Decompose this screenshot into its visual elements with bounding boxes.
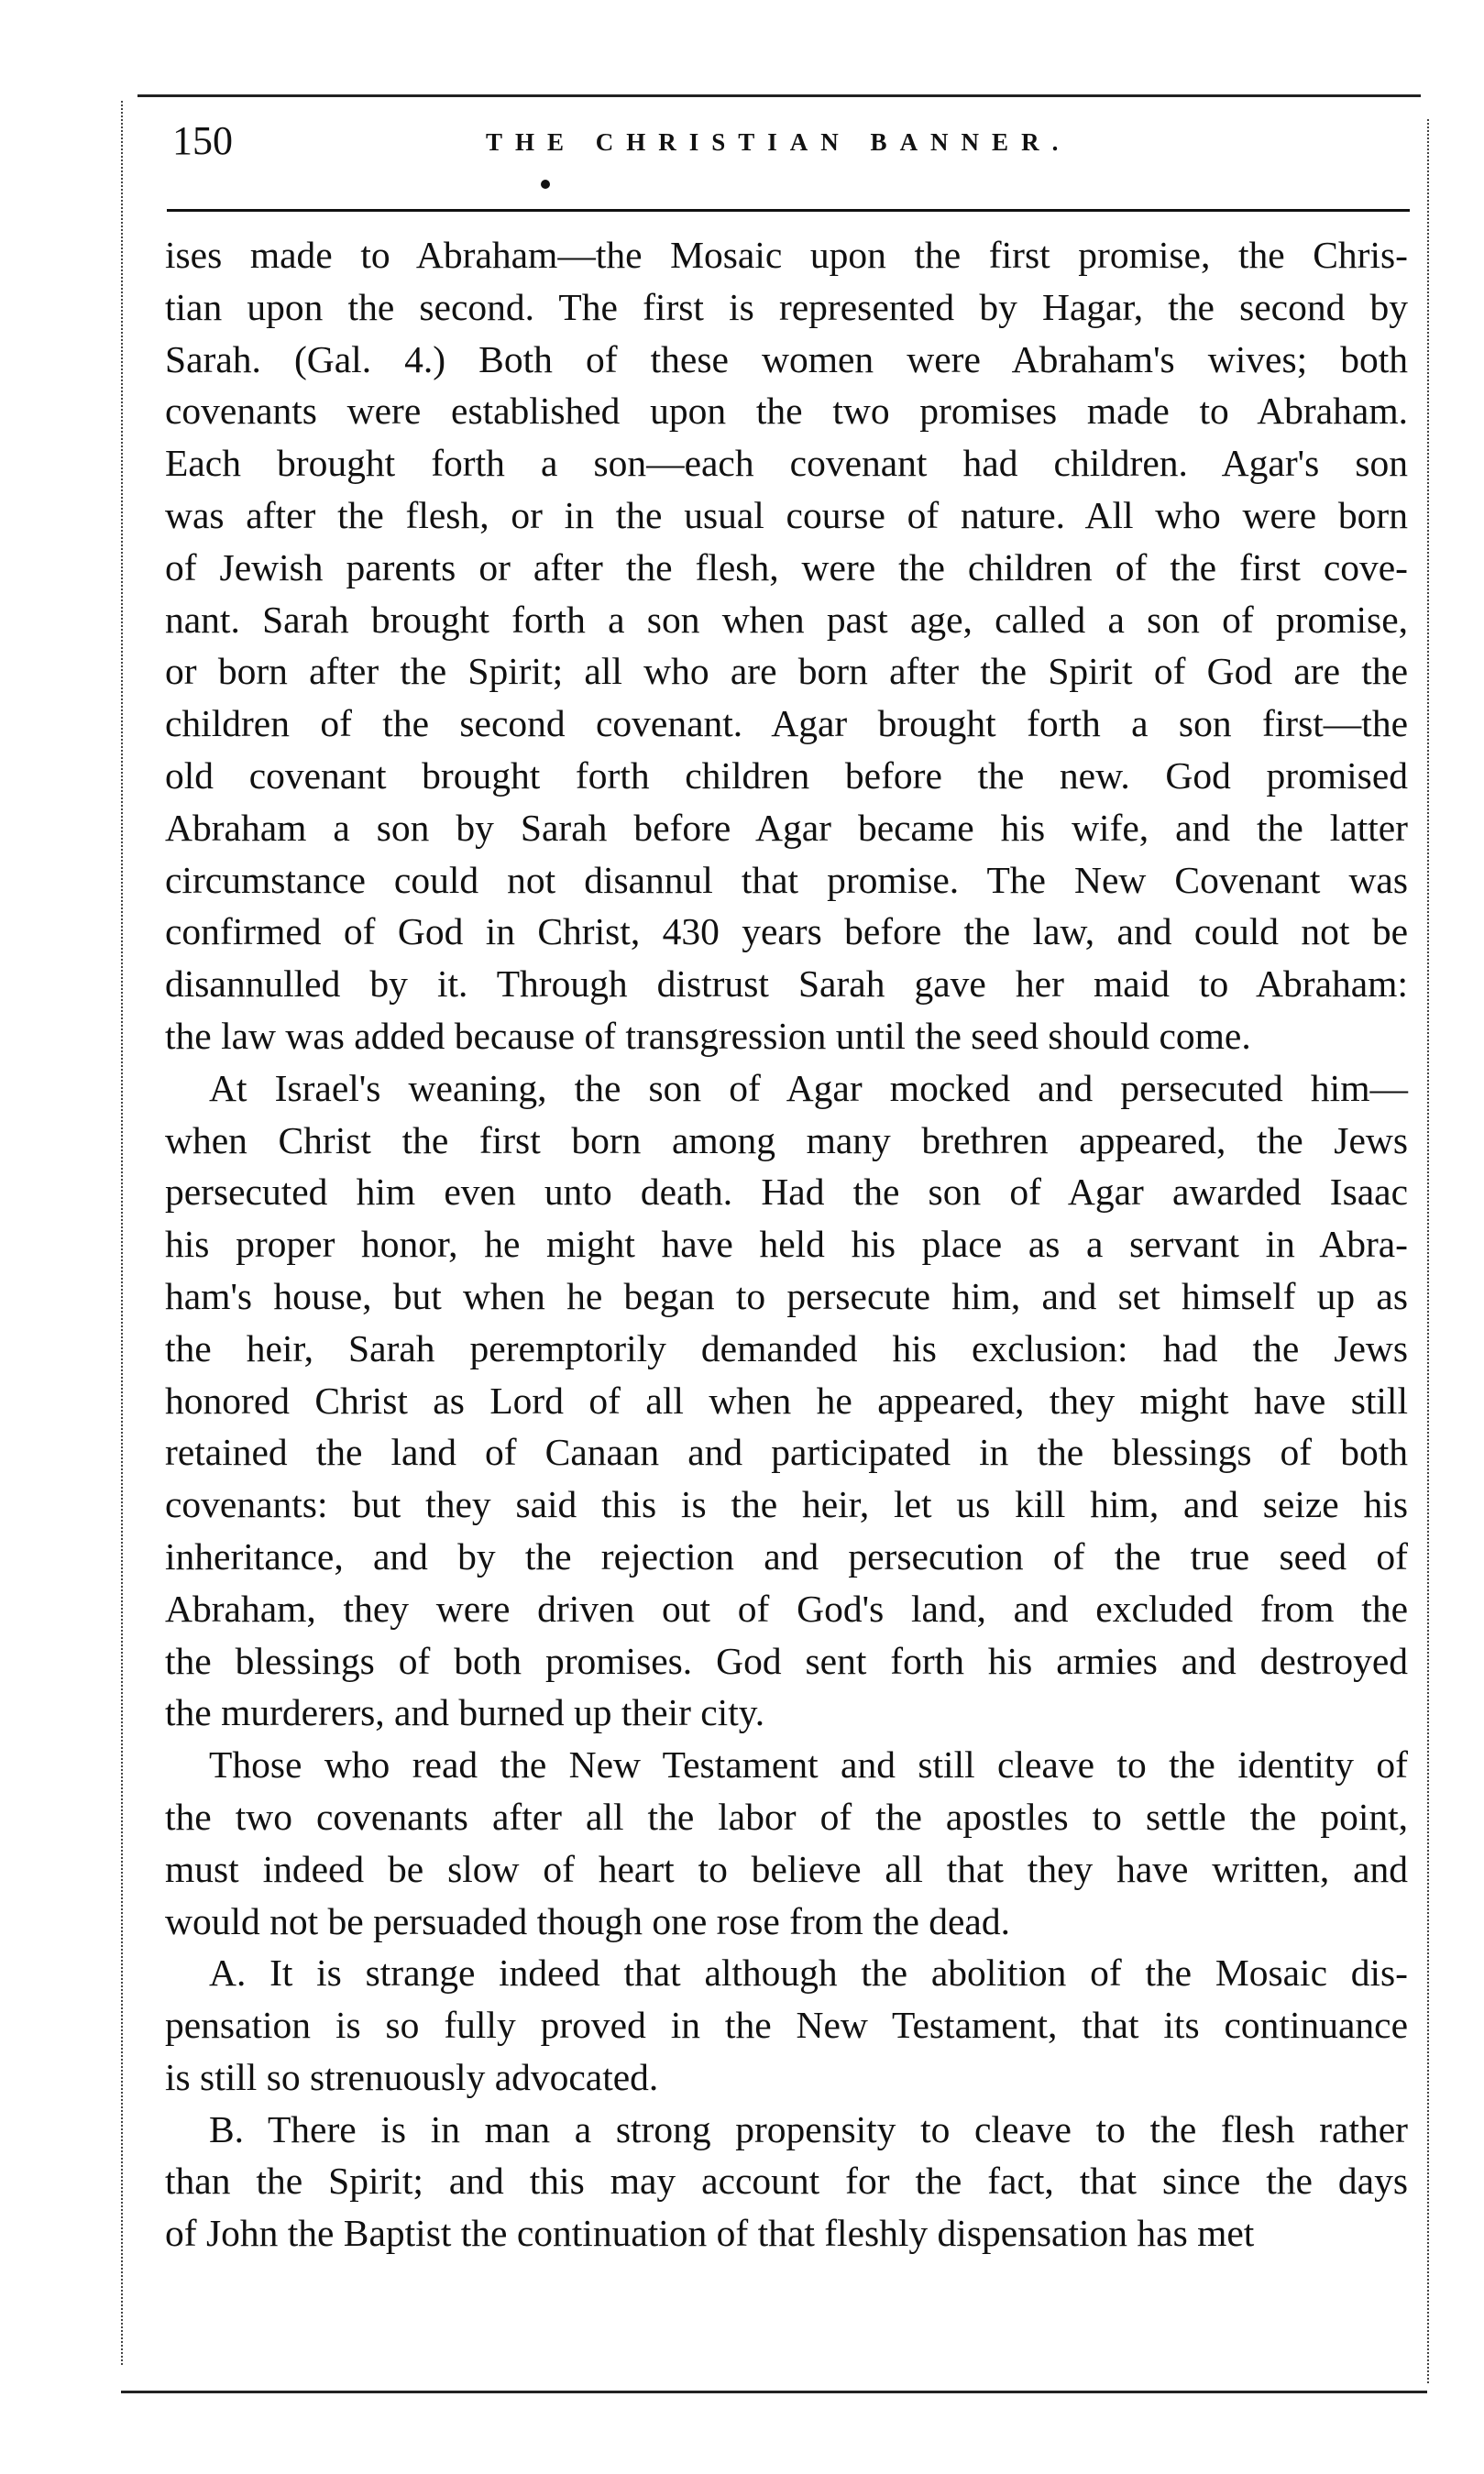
page-border-right <box>1427 119 1429 2383</box>
page-border-bottom <box>121 2391 1427 2393</box>
text-line: the law was added because of transgression until the seed should come. <box>165 1014 1251 1057</box>
text-line: his proper honor, he might have held his place as a servant in Abra- <box>165 1223 1408 1266</box>
text-line: when Christ the first born among many brethren appeared, the Jews <box>165 1118 1408 1161</box>
text-line: A. It is strange indeed that although the abolition of the Mosaic dis- <box>209 1952 1408 1995</box>
text-line: ises made to Abraham—the Mosaic upon the first promise, the Chris- <box>165 234 1408 276</box>
text-line: of John the Baptist the continuation of that fleshly dispensation has met <box>165 2212 1255 2255</box>
text-line: Each brought forth a son—each covenant had children. Agar's son <box>165 442 1408 485</box>
text-line: inheritance, and by the rejection and persecution of the true seed of <box>165 1534 1408 1578</box>
text-line: Sarah. (Gal. 4.) Both of these women were Abraham's wives; both <box>165 337 1408 380</box>
paragraph <box>165 229 1408 1062</box>
text-line: disannulled by it. Through distrust Sarah gave her maid to Abraham: <box>165 962 1408 1006</box>
text-line: would not be persuaded though one rose from the dead. <box>165 1899 1010 1942</box>
text-line: the murderers, and burned up their city. <box>165 1691 765 1734</box>
text-line: covenants were established upon the two promises made to Abraham. <box>165 390 1408 433</box>
text-line: is still so strenuously advocated. <box>165 2055 659 2098</box>
header-ornament-dot <box>541 180 550 189</box>
text-line: nant. Sarah brought forth a son when past age, called a son of promise, <box>165 598 1408 641</box>
paragraph <box>165 1739 1408 1947</box>
text-line: than the Spirit; and this may account for the fact, that since the days <box>165 2160 1408 2203</box>
text-line: retained the land of Canaan and participated in the blessings of both <box>165 1431 1408 1474</box>
text-line: old covenant brought forth children before the new. God promised <box>165 753 1408 797</box>
body-text <box>165 229 1408 2260</box>
text-line: the two covenants after all the labor of the apostles to settle the point, <box>165 1795 1408 1838</box>
text-line: or born after the Spirit; all who are born after the Spirit of God are the <box>165 650 1408 693</box>
text-line: Abraham, they were driven out of God's land, and excluded from the <box>165 1587 1408 1630</box>
text-line: B. There is in man a strong propensity to cleave to the flesh rather <box>209 2107 1408 2150</box>
text-line: At Israel's weaning, the son of Agar mocked and persecuted him— <box>209 1066 1408 1109</box>
paragraph <box>165 1947 1408 2103</box>
text-line: covenants: but they said this is the heir, let us kill him, and seize his <box>165 1483 1408 1526</box>
running-title: THE CHRISTIAN BANNER. <box>486 128 1072 156</box>
text-line: Those who read the New Testament and still cleave to the identity of <box>209 1743 1408 1787</box>
paragraph <box>165 1062 1408 1739</box>
text-line: tian upon the second. The first is represented by Hagar, the second by <box>165 285 1408 328</box>
text-line: persecuted him even unto death. Had the son of Agar awarded Isaac <box>165 1171 1408 1214</box>
page-border-left <box>121 101 123 2365</box>
text-line: ham's house, but when he began to persecute him, and set himself up as <box>165 1274 1408 1317</box>
running-header <box>165 117 1412 172</box>
text-line: Abraham a son by Sarah before Agar became his wife, and the latter <box>165 806 1408 849</box>
text-line: of Jewish parents or after the flesh, were the children of the first cove- <box>165 545 1408 588</box>
page-number: 150 <box>172 118 233 163</box>
header-rule <box>167 209 1410 212</box>
text-line: must indeed be slow of heart to believe all that they have written, and <box>165 1847 1408 1890</box>
text-line: confirmed of God in Christ, 430 years before the law, and could not be <box>165 910 1408 953</box>
text-line: circumstance could not disannul that promise. The New Covenant was <box>165 858 1408 901</box>
text-line: children of the second covenant. Agar brought forth a son first—the <box>165 702 1408 745</box>
text-line: pensation is so fully proved in the New Testament, that its continuance <box>165 2004 1408 2047</box>
paragraph <box>165 2104 1408 2260</box>
page-border-top <box>137 94 1421 97</box>
text-line: the blessings of both promises. God sent forth his armies and destroyed <box>165 1639 1408 1682</box>
text-line: the heir, Sarah peremptorily demanded his exclusion: had the Jews <box>165 1326 1408 1369</box>
text-line: honored Christ as Lord of all when he appeared, they might have still <box>165 1379 1408 1422</box>
text-line: was after the flesh, or in the usual course of nature. All who were born <box>165 493 1408 536</box>
